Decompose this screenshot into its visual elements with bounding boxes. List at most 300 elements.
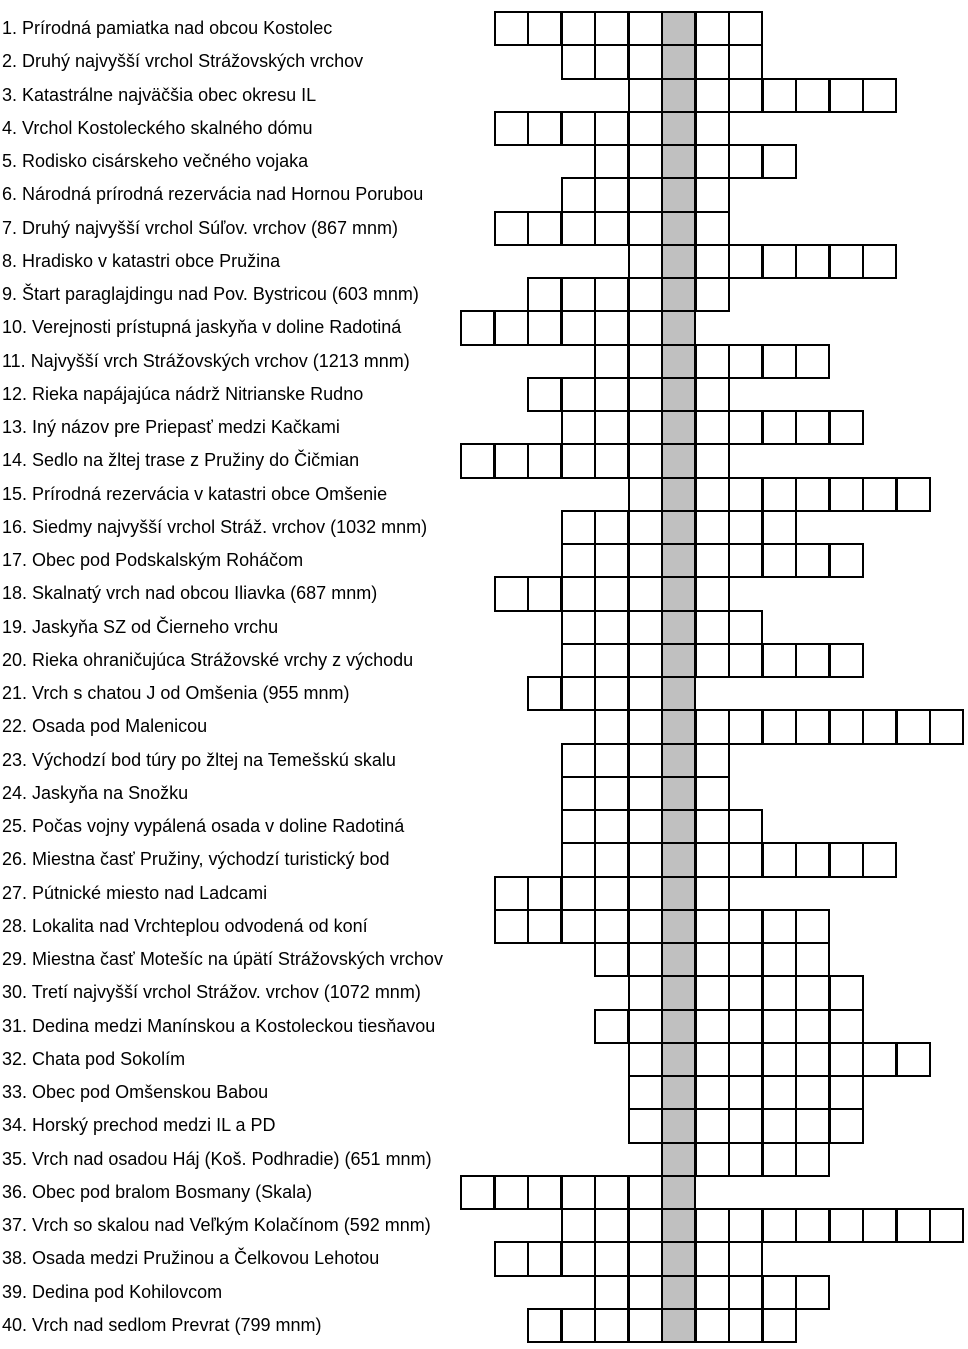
answer-cell[interactable] [628,610,663,645]
answer-cell[interactable] [762,1142,797,1177]
secret-column-cell[interactable] [661,942,696,977]
answer-cell[interactable] [695,1208,730,1243]
answer-cell[interactable] [628,11,663,46]
answer-cell[interactable] [527,277,562,312]
answer-cell[interactable] [561,211,596,246]
secret-column-cell[interactable] [661,1241,696,1276]
answer-cell[interactable] [628,177,663,212]
answer-cell[interactable] [695,643,730,678]
answer-cell[interactable] [628,809,663,844]
answer-cell[interactable] [728,1208,763,1243]
answer-cell[interactable] [561,310,596,345]
answer-cell[interactable] [628,510,663,545]
answer-cell[interactable] [561,743,596,778]
answer-cell[interactable] [594,44,629,79]
answer-cell[interactable] [829,78,864,113]
answer-cell[interactable] [762,1275,797,1310]
answer-cell[interactable] [695,709,730,744]
answer-cell[interactable] [929,1208,964,1243]
answer-cell[interactable] [695,44,730,79]
answer-cell[interactable] [795,1075,830,1110]
answer-cell[interactable] [594,310,629,345]
answer-cell[interactable] [594,842,629,877]
answer-cell[interactable] [695,344,730,379]
answer-cell[interactable] [628,1042,663,1077]
answer-cell[interactable] [527,676,562,711]
answer-cell[interactable] [762,1075,797,1110]
answer-cell[interactable] [628,443,663,478]
answer-cell[interactable] [762,1208,797,1243]
answer-cell[interactable] [762,709,797,744]
secret-column-cell[interactable] [661,975,696,1010]
answer-cell[interactable] [695,78,730,113]
answer-cell[interactable] [695,410,730,445]
answer-cell[interactable] [628,909,663,944]
answer-cell[interactable] [594,410,629,445]
secret-column-cell[interactable] [661,576,696,611]
answer-cell[interactable] [829,1009,864,1044]
answer-cell[interactable] [628,643,663,678]
answer-cell[interactable] [695,942,730,977]
secret-column-cell[interactable] [661,377,696,412]
answer-cell[interactable] [829,643,864,678]
answer-cell[interactable] [762,244,797,279]
answer-cell[interactable] [728,344,763,379]
answer-cell[interactable] [594,1241,629,1276]
answer-cell[interactable] [795,244,830,279]
answer-cell[interactable] [695,211,730,246]
secret-column-cell[interactable] [661,477,696,512]
answer-cell[interactable] [728,543,763,578]
answer-cell[interactable] [795,410,830,445]
answer-cell[interactable] [695,1142,730,1177]
answer-cell[interactable] [594,876,629,911]
answer-cell[interactable] [728,510,763,545]
answer-cell[interactable] [728,244,763,279]
answer-cell[interactable] [594,709,629,744]
answer-cell[interactable] [628,144,663,179]
answer-cell[interactable] [561,1208,596,1243]
answer-cell[interactable] [695,443,730,478]
answer-cell[interactable] [594,909,629,944]
answer-cell[interactable] [561,1241,596,1276]
answer-cell[interactable] [527,876,562,911]
answer-cell[interactable] [795,1042,830,1077]
secret-column-cell[interactable] [661,1175,696,1210]
answer-cell[interactable] [829,477,864,512]
answer-cell[interactable] [628,543,663,578]
answer-cell[interactable] [728,11,763,46]
answer-cell[interactable] [628,310,663,345]
answer-cell[interactable] [728,1275,763,1310]
answer-cell[interactable] [494,111,529,146]
answer-cell[interactable] [527,1308,562,1343]
answer-cell[interactable] [728,709,763,744]
secret-column-cell[interactable] [661,543,696,578]
answer-cell[interactable] [594,11,629,46]
answer-cell[interactable] [695,610,730,645]
answer-cell[interactable] [628,211,663,246]
answer-cell[interactable] [695,842,730,877]
answer-cell[interactable] [594,776,629,811]
answer-cell[interactable] [762,510,797,545]
answer-cell[interactable] [561,443,596,478]
answer-cell[interactable] [561,876,596,911]
answer-cell[interactable] [561,377,596,412]
answer-cell[interactable] [695,776,730,811]
answer-cell[interactable] [695,1308,730,1343]
answer-cell[interactable] [561,44,596,79]
answer-cell[interactable] [494,310,529,345]
clue-text-23: 23. Východzí bod túry po žltej na Temešskú skalu [2,749,396,770]
answer-cell[interactable] [561,510,596,545]
answer-cell[interactable] [896,477,931,512]
answer-cell[interactable] [829,1108,864,1143]
answer-cell[interactable] [829,1042,864,1077]
answer-cell[interactable] [628,1009,663,1044]
secret-column-cell[interactable] [661,78,696,113]
answer-cell[interactable] [561,842,596,877]
answer-cell[interactable] [795,477,830,512]
answer-cell[interactable] [594,1275,629,1310]
answer-cell[interactable] [527,443,562,478]
answer-cell[interactable] [527,377,562,412]
secret-column-cell[interactable] [661,44,696,79]
answer-cell[interactable] [862,244,897,279]
answer-cell[interactable] [494,909,529,944]
secret-column-cell[interactable] [661,310,696,345]
answer-cell[interactable] [695,1108,730,1143]
answer-cell[interactable] [527,1241,562,1276]
answer-cell[interactable] [695,1275,730,1310]
answer-cell[interactable] [728,410,763,445]
answer-cell[interactable] [795,709,830,744]
answer-cell[interactable] [762,975,797,1010]
secret-column-cell[interactable] [661,809,696,844]
answer-cell[interactable] [561,1175,596,1210]
answer-cell[interactable] [728,909,763,944]
answer-cell[interactable] [494,443,529,478]
secret-column-cell[interactable] [661,344,696,379]
answer-cell[interactable] [594,1175,629,1210]
answer-cell[interactable] [896,1042,931,1077]
answer-cell[interactable] [561,643,596,678]
answer-cell[interactable] [561,277,596,312]
answer-cell[interactable] [628,410,663,445]
answer-cell[interactable] [628,1308,663,1343]
secret-column-cell[interactable] [661,1208,696,1243]
answer-cell[interactable] [695,377,730,412]
answer-cell[interactable] [695,11,730,46]
answer-cell[interactable] [695,543,730,578]
answer-cell[interactable] [628,111,663,146]
answer-cell[interactable] [728,1042,763,1077]
answer-cell[interactable] [762,78,797,113]
answer-cell[interactable] [628,477,663,512]
answer-cell[interactable] [728,1075,763,1110]
answer-cell[interactable] [795,643,830,678]
answer-cell[interactable] [695,1009,730,1044]
answer-cell[interactable] [728,1108,763,1143]
answer-cell[interactable] [795,78,830,113]
answer-cell[interactable] [628,776,663,811]
answer-cell[interactable] [728,78,763,113]
answer-cell[interactable] [795,842,830,877]
answer-cell[interactable] [628,344,663,379]
answer-cell[interactable] [829,1208,864,1243]
secret-column-cell[interactable] [661,676,696,711]
answer-cell[interactable] [829,842,864,877]
answer-cell[interactable] [628,876,663,911]
answer-cell[interactable] [728,477,763,512]
answer-cell[interactable] [561,676,596,711]
answer-cell[interactable] [762,1108,797,1143]
answer-cell[interactable] [527,909,562,944]
secret-column-cell[interactable] [661,743,696,778]
answer-cell[interactable] [862,1042,897,1077]
secret-column-cell[interactable] [661,842,696,877]
answer-cell[interactable] [594,610,629,645]
secret-column-cell[interactable] [661,1009,696,1044]
answer-cell[interactable] [628,709,663,744]
secret-column-cell[interactable] [661,1075,696,1110]
answer-cell[interactable] [460,1175,495,1210]
answer-cell[interactable] [762,643,797,678]
answer-cell[interactable] [561,610,596,645]
secret-column-cell[interactable] [661,1142,696,1177]
answer-cell[interactable] [695,510,730,545]
answer-cell[interactable] [628,1241,663,1276]
answer-cell[interactable] [628,1208,663,1243]
answer-cell[interactable] [728,1142,763,1177]
clue-text-29: 29. Miestna časť Motešíc na úpätí Strážovských vrchov [2,949,443,969]
answer-cell[interactable] [561,543,596,578]
answer-cell[interactable] [695,1042,730,1077]
answer-cell[interactable] [795,942,830,977]
answer-cell[interactable] [695,743,730,778]
secret-column-cell[interactable] [661,144,696,179]
answer-cell[interactable] [594,177,629,212]
answer-cell[interactable] [594,676,629,711]
answer-cell[interactable] [762,410,797,445]
secret-column-cell[interactable] [661,1108,696,1143]
answer-cell[interactable] [795,344,830,379]
answer-cell[interactable] [728,144,763,179]
answer-cell[interactable] [862,78,897,113]
secret-column-cell[interactable] [661,610,696,645]
answer-cell[interactable] [527,1175,562,1210]
secret-column-cell[interactable] [661,410,696,445]
answer-cell[interactable] [762,842,797,877]
answer-cell[interactable] [494,211,529,246]
answer-cell[interactable] [594,942,629,977]
answer-cell[interactable] [628,975,663,1010]
answer-cell[interactable] [594,144,629,179]
answer-cell[interactable] [795,1142,830,1177]
secret-column-cell[interactable] [661,11,696,46]
secret-column-cell[interactable] [661,177,696,212]
answer-cell[interactable] [628,244,663,279]
answer-cell[interactable] [695,244,730,279]
answer-cell[interactable] [795,1108,830,1143]
answer-cell[interactable] [494,1241,529,1276]
answer-cell[interactable] [695,1075,730,1110]
answer-cell[interactable] [829,975,864,1010]
secret-column-cell[interactable] [661,111,696,146]
answer-cell[interactable] [460,310,495,345]
secret-column-cell[interactable] [661,244,696,279]
answer-cell[interactable] [728,610,763,645]
answer-cell[interactable] [494,11,529,46]
answer-cell[interactable] [762,942,797,977]
answer-cell[interactable] [695,1241,730,1276]
answer-cell[interactable] [829,410,864,445]
secret-column-cell[interactable] [661,876,696,911]
answer-cell[interactable] [762,344,797,379]
answer-cell[interactable] [795,909,830,944]
answer-cell[interactable] [728,975,763,1010]
secret-column-cell[interactable] [661,776,696,811]
answer-cell[interactable] [628,44,663,79]
answer-cell[interactable] [594,743,629,778]
answer-cell[interactable] [594,643,629,678]
answer-cell[interactable] [561,909,596,944]
answer-cell[interactable] [628,1275,663,1310]
answer-cell[interactable] [460,443,495,478]
secret-column-cell[interactable] [661,643,696,678]
answer-cell[interactable] [695,477,730,512]
answer-cell[interactable] [628,1108,663,1143]
answer-cell[interactable] [695,144,730,179]
secret-column-cell[interactable] [661,909,696,944]
answer-cell[interactable] [628,576,663,611]
answer-cell[interactable] [762,1308,797,1343]
answer-cell[interactable] [695,909,730,944]
answer-cell[interactable] [628,277,663,312]
answer-cell[interactable] [594,1308,629,1343]
answer-cell[interactable] [561,1308,596,1343]
answer-cell[interactable] [594,510,629,545]
answer-cell[interactable] [695,975,730,1010]
answer-cell[interactable] [628,1175,663,1210]
answer-cell[interactable] [762,543,797,578]
answer-cell[interactable] [527,111,562,146]
answer-cell[interactable] [829,244,864,279]
secret-column-cell[interactable] [661,510,696,545]
answer-cell[interactable] [695,177,730,212]
answer-cell[interactable] [829,1075,864,1110]
answer-cell[interactable] [561,111,596,146]
answer-cell[interactable] [896,1208,931,1243]
answer-cell[interactable] [561,576,596,611]
answer-cell[interactable] [628,743,663,778]
answer-cell[interactable] [728,842,763,877]
answer-cell[interactable] [494,576,529,611]
secret-column-cell[interactable] [661,1308,696,1343]
answer-cell[interactable] [728,809,763,844]
answer-cell[interactable] [561,177,596,212]
answer-cell[interactable] [527,211,562,246]
answer-cell[interactable] [695,277,730,312]
answer-cell[interactable] [829,709,864,744]
answer-cell[interactable] [728,1241,763,1276]
answer-cell[interactable] [728,1009,763,1044]
answer-cell[interactable] [695,576,730,611]
answer-cell[interactable] [527,576,562,611]
answer-cell[interactable] [728,44,763,79]
answer-cell[interactable] [795,975,830,1010]
answer-cell[interactable] [728,643,763,678]
answer-cell[interactable] [795,1009,830,1044]
answer-cell[interactable] [594,1009,629,1044]
answer-cell[interactable] [561,809,596,844]
answer-cell[interactable] [628,676,663,711]
secret-column-cell[interactable] [661,443,696,478]
answer-cell[interactable] [762,477,797,512]
answer-cell[interactable] [594,576,629,611]
answer-cell[interactable] [527,11,562,46]
answer-cell[interactable] [494,1175,529,1210]
answer-cell[interactable] [829,543,864,578]
answer-cell[interactable] [795,1275,830,1310]
answer-cell[interactable] [628,377,663,412]
answer-cell[interactable] [695,876,730,911]
answer-cell[interactable] [862,477,897,512]
answer-cell[interactable] [762,909,797,944]
answer-cell[interactable] [594,809,629,844]
answer-cell[interactable] [762,144,797,179]
answer-cell[interactable] [594,277,629,312]
answer-cell[interactable] [762,1009,797,1044]
clue-text-35: 35. Vrch nad osadou Háj (Koš. Podhradie) (651 mnm) [2,1148,432,1169]
clue-text-3: 3. Katastrálne najväčšia obec okresu IL [2,84,317,105]
answer-cell[interactable] [862,709,897,744]
answer-cell[interactable] [862,1208,897,1243]
answer-cell[interactable] [896,709,931,744]
answer-cell[interactable] [695,809,730,844]
answer-cell[interactable] [628,78,663,113]
answer-cell[interactable] [728,1308,763,1343]
answer-cell[interactable] [795,1208,830,1243]
answer-cell[interactable] [594,1208,629,1243]
answer-cell[interactable] [862,842,897,877]
secret-column-cell[interactable] [661,1275,696,1310]
answer-cell[interactable] [628,1075,663,1110]
answer-cell[interactable] [561,11,596,46]
answer-cell[interactable] [728,942,763,977]
answer-cell[interactable] [561,776,596,811]
answer-cell[interactable] [494,876,529,911]
answer-cell[interactable] [695,111,730,146]
secret-column-cell[interactable] [661,211,696,246]
secret-column-cell[interactable] [661,709,696,744]
answer-cell[interactable] [594,211,629,246]
answer-cell[interactable] [594,377,629,412]
answer-cell[interactable] [628,942,663,977]
answer-cell[interactable] [594,111,629,146]
answer-cell[interactable] [594,344,629,379]
answer-cell[interactable] [527,310,562,345]
answer-cell[interactable] [628,842,663,877]
secret-column-cell[interactable] [661,1042,696,1077]
answer-cell[interactable] [594,543,629,578]
answer-cell[interactable] [762,1042,797,1077]
answer-cell[interactable] [561,410,596,445]
secret-column-cell[interactable] [661,277,696,312]
answer-cell[interactable] [929,709,964,744]
answer-cell[interactable] [594,443,629,478]
answer-cell[interactable] [795,543,830,578]
